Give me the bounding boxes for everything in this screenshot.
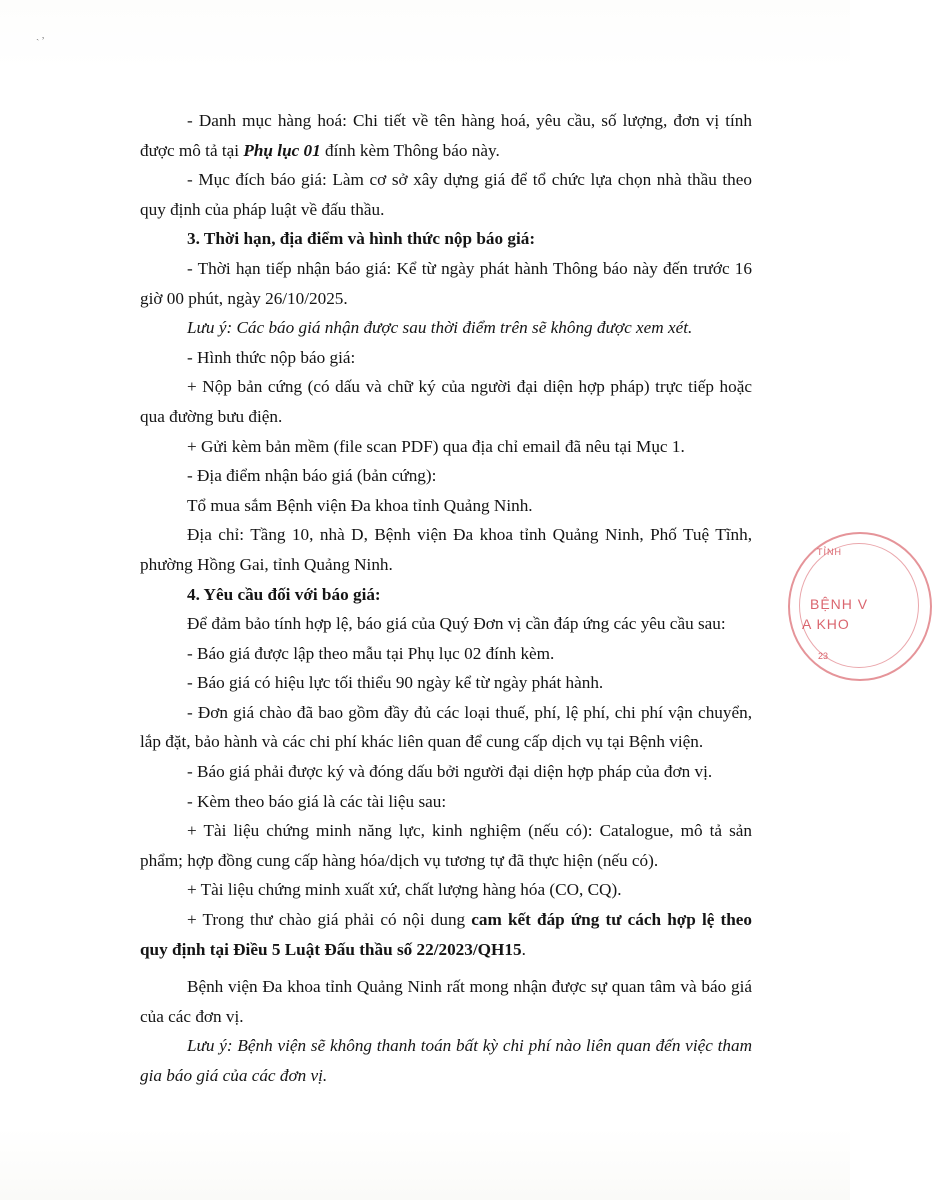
note-no-payment: Lưu ý: Bệnh viện sẽ không thanh toán bất kỳ chi phí nào liên quan đến việc tham gia báo giá của các đơn vị. [140, 1036, 752, 1085]
paragraph-validity: - Báo giá có hiệu lực tối thiểu 90 ngày kể từ ngày phát hành. [187, 673, 604, 693]
paragraph-origin-docs: + Tài liệu chứng minh xuất xứ, chất lượng hàng hóa (CO, CQ). [187, 880, 622, 900]
stamp-text-line3: A KHO [802, 616, 850, 632]
paragraph-signature: - Báo giá phải được ký và đóng dấu bởi người đại diện hợp pháp của đơn vị. [187, 762, 713, 782]
paragraph-location-title: - Địa điểm nhận báo giá (bản cứng): [187, 466, 437, 486]
paragraph-text: - Danh mục hàng hoá: Chi tiết về tên hàng hoá, yêu cầu, số lượng, đơn vị tính được mô tả tại [140, 111, 752, 160]
appendix-reference: Phụ lục 01 [243, 140, 321, 160]
paragraph-capability-docs: + Tài liệu chứng minh năng lực, kinh nghiệm (nếu có): Catalogue, mô tả sản phẩm; hợp đồng cung cấp hàng hóa/dịch vụ tương tự đã thực hiện (nếu có). [140, 821, 752, 870]
note-late-submission: Lưu ý: Các báo giá nhận được sau thời điểm trên sẽ không được xem xét. [187, 318, 693, 338]
paragraph-procurement-team: Tổ mua sắm Bệnh viện Đa khoa tỉnh Quảng Ninh. [187, 495, 533, 515]
stamp-text-bottom: 23 [818, 651, 829, 661]
paragraph-unit-price: - Đơn giá chào đã bao gồm đầy đủ các loại thuế, phí, lệ phí, chi phí vận chuyển, lắp đặt, bảo hành và các chi phí khác liên quan để cung cấp dịch vụ tại Bệnh viện. [140, 702, 752, 752]
stamp-text-top: TỈNH [817, 547, 842, 557]
paragraph-attachments: - Kèm theo báo giá là các tài liệu sau: [187, 791, 447, 811]
section-heading-4: 4. Yêu cầu đối với báo giá: [187, 584, 381, 604]
paragraph-closing: Bệnh viện Đa khoa tỉnh Quảng Ninh rất mong nhận được sự quan tâm và báo giá của các đơn vị. [140, 977, 752, 1026]
paragraph-commitment [140, 905, 752, 964]
paragraph-text: đính kèm Thông báo này. [320, 140, 500, 160]
paragraph-purpose: - Mục đích báo giá: Làm cơ sở xây dựng giá để tổ chức lựa chọn nhà thầu theo quy định của pháp luật về đấu thầu. [140, 170, 752, 219]
paragraph-submission-method: - Hình thức nộp báo giá: [187, 347, 356, 367]
paragraph-soft-copy: + Gửi kèm bản mềm (file scan PDF) qua địa chỉ email đã nêu tại Mục 1. [187, 436, 685, 456]
document-body [140, 106, 752, 1091]
stamp-text-line2: BỆNH V [810, 596, 869, 612]
section-heading-3: 3. Thời hạn, địa điểm và hình thức nộp báo giá: [187, 229, 536, 249]
paragraph-address: Địa chỉ: Tầng 10, nhà D, Bệnh viện Đa khoa tỉnh Quảng Ninh, Phố Tuệ Tĩnh, phường Hồng Gai, tỉnh Quảng Ninh. [140, 525, 752, 574]
commitment-clause: cam kết đáp ứng tư cách hợp lệ theo quy định tại Điều 5 Luật Đấu thầu số 22/2023/QH15 [140, 910, 753, 959]
scan-mark: ˎ , [36, 30, 45, 41]
paragraph-requirements-intro: Để đảm bảo tính hợp lệ, báo giá của Quý Đơn vị cần đáp ứng các yêu cầu sau: [187, 614, 726, 634]
paragraph-text: + Trong thư chào giá phải có nội dung [187, 910, 472, 930]
red-stamp [788, 532, 932, 681]
paragraph-deadline: - Thời hạn tiếp nhận báo giá: Kể từ ngày phát hành Thông báo này đến trước 16 giờ 00 phút, ngày 26/10/2025. [140, 258, 752, 308]
paragraph-text: . [521, 939, 526, 959]
paragraph-form-template: - Báo giá được lập theo mẫu tại Phụ lục 02 đính kèm. [187, 643, 555, 663]
paragraph-goods-list [140, 106, 752, 165]
paragraph-hard-copy: + Nộp bản cứng (có dấu và chữ ký của người đại diện hợp pháp) trực tiếp hoặc qua đường bưu điện. [140, 377, 752, 426]
